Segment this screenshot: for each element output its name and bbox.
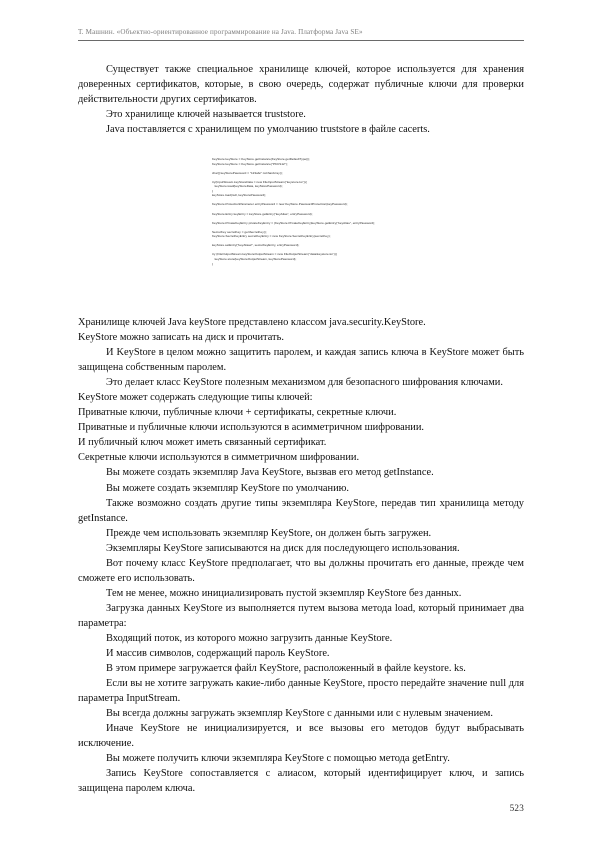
paragraph: Входящий поток, из которого можно загрузить данные KeyStore. (106, 632, 393, 644)
paragraph: Тем не менее, можно инициализировать пустой экземпляр KeyStore без данных. (106, 587, 462, 599)
paragraph: И публичный ключ может иметь связанный сертификат. (78, 437, 327, 449)
paragraph: Существует также специальное хранилище ключей, которое используется для хранения доверенных сертификатов, которые, в свою очередь, содержат публичные ключи для проверки действительности других сертификатов. (78, 64, 524, 106)
paragraph: KeyStore может содержать следующие типы ключей: (78, 392, 313, 404)
code-line: } (212, 261, 214, 266)
paragraph: Вот почему класс KeyStore предполагает, что вы должны прочитать его данные, прежде чем сможете его использовать. (78, 557, 524, 584)
code-line: keyStore.load(keyStoreData, keyStorePassword); (212, 184, 283, 189)
code-line: KeyStore.ProtectionParameter entryPassword = new KeyStore.PasswordProtection(keyPassword); (212, 202, 348, 207)
code-line: } (212, 188, 214, 193)
paragraph: Прежде чем использовать экземпляр KeyStore, он должен быть загружен. (106, 527, 432, 539)
code-line: KeyStore.Entry keyEntry = keyStore.getEntry("keyAlias", entryPassword); (212, 211, 313, 216)
paragraph: Приватные ключи, публичные ключи + сертификаты, секретные ключи. (78, 407, 397, 419)
code-line: char[] keyStorePassword = "123abc".toCharArray(); (212, 170, 283, 175)
code-line: KeyStore keyStore = KeyStore.getInstance(KeyStore.getDefaultType()); (212, 157, 311, 161)
paragraph: Иначе KeyStore не инициализируется, и все вызовы его методов будут выбрасывать исключение. (78, 723, 524, 750)
code-line: KeyStore.PrivateKeyEntry privateKeyEntry = (KeyStore.PrivateKeyEntry)keyStore.getEntry("keyAlias", entryPassword); (212, 220, 376, 225)
running-header (78, 28, 524, 41)
paragraph: Это делает класс KeyStore полезным механизмом для безопасного шифрования ключами. (106, 377, 503, 389)
code-line: keyStore.setEntry("keyAlias2", secretKeyEntry, entryPassword); (212, 243, 300, 248)
paragraph: Запись KeyStore сопоставляется с алиасом, который идентифицирует ключ, и запись защищена паролем ключа. (78, 768, 524, 795)
paragraph: KeyStore можно записать на диск и прочитать. (78, 332, 284, 344)
paragraph: Также возможно создать другие типы экземпляра KeyStore, передав тип хранилища методу getInstance. (78, 497, 524, 524)
code-line: try (FileOutputStream keyStoreOutputStream = new FileOutputStream("data/keystore.ks")){ (212, 252, 337, 257)
paragraph: Вы можете создать экземпляр KeyStore по умолчанию. (106, 482, 350, 494)
code-listing (212, 157, 532, 266)
paragraph: И массив символов, содержащий пароль KeyStore. (106, 648, 330, 660)
paragraph: Вы можете получить ключи экземпляра KeyStore с помощью метода getEntry. (106, 753, 450, 765)
paragraph: Это хранилище ключей называется truststore. (106, 109, 306, 121)
code-line: keyStore.store(keyStoreOutputStream, keyStorePassword); (212, 257, 297, 262)
paragraph: Секретные ключи используются в симметричном шифровании. (78, 452, 360, 464)
body-text-bottom (78, 315, 524, 797)
code-line: keyStore.load(null, keyStorePassword); (212, 193, 267, 198)
code-line: try(InputStream keyStoreData = new FileInputStream("keystore.ks")){ (212, 179, 307, 184)
running-header-title: Т. Машнин. «Объектно-ориентированное программирование на Java. Платформа Java SE» (78, 28, 363, 36)
code-line: KeyStore.SecretKeyEntry secretKeyEntry = new KeyStore.SecretKeyEntry(secretKey); (212, 234, 331, 239)
paragraph: Хранилище ключей Java keyStore представлено классом java.security.KeyStore. (78, 317, 426, 328)
paragraph: Загрузка данных KeyStore из выполняется путем вызова метода load, который принимает два параметра: (78, 602, 524, 629)
code-line: SecretKey secretKey = genSecretKey(); (212, 229, 267, 234)
paragraph: В этом примере загружается файл KeyStore, расположенный в файле keystore. ks. (106, 663, 466, 675)
header-divider (78, 40, 524, 41)
paragraph: И KeyStore в целом можно защитить паролем, и каждая запись ключа в KeyStore может быть защищена собственным паролем. (78, 347, 524, 374)
body-text-top (78, 62, 524, 137)
code-line: KeyStore keyStore = KeyStore.getInstance("PKCS12"); (212, 161, 288, 166)
paragraph: Вы можете создать экземпляр Java KeyStore, вызвав его метод getInstance. (106, 467, 434, 479)
page-number: 523 (509, 803, 524, 813)
paragraph: Если вы не хотите загружать какие-либо данные KeyStore, просто передайте значение null для параметра InputStream. (78, 678, 524, 705)
paragraph: Экземпляры KeyStore записываются на диск для последующего использования. (106, 542, 460, 554)
paragraph: Вы всегда должны загружать экземпляр KeyStore с данными или с нулевым значением. (106, 708, 493, 720)
paragraph: Java поставляется с хранилищем по умолчанию truststore в файле cacerts. (106, 124, 430, 136)
paragraph: Приватные и публичные ключи используются в асимметричном шифровании. (78, 422, 425, 434)
